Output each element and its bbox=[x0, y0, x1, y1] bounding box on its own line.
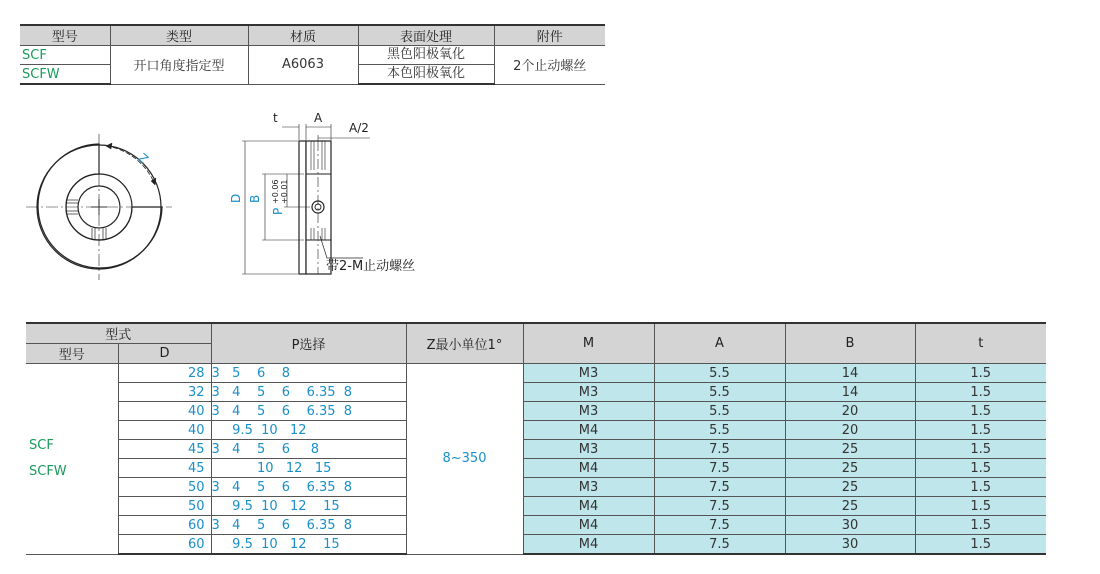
spec-finish-black: 黑色阳极氧化 bbox=[358, 46, 494, 65]
cell-a: 5.5 bbox=[654, 402, 785, 421]
label-d: D bbox=[229, 193, 243, 203]
cell-t: 1.5 bbox=[915, 516, 1046, 535]
cell-d: 50 bbox=[118, 497, 211, 516]
cell-m: M3 bbox=[523, 402, 654, 421]
spec-header-type: 类型 bbox=[110, 25, 248, 46]
spec-row-scf bbox=[20, 46, 605, 65]
table-row bbox=[26, 535, 1046, 555]
cell-d: 40 bbox=[118, 421, 211, 440]
dim-header-p: P选择 bbox=[211, 323, 406, 364]
cell-p: 9.5 10 12 15 bbox=[211, 497, 406, 516]
cell-t: 1.5 bbox=[915, 478, 1046, 497]
label-b: B bbox=[248, 194, 262, 203]
cell-t: 1.5 bbox=[915, 459, 1046, 478]
cell-m: M4 bbox=[523, 516, 654, 535]
cell-p: 3 4 5 6 6.35 8 bbox=[211, 402, 406, 421]
label-p: P bbox=[271, 207, 285, 215]
dim-header-z: Z最小单位1° bbox=[406, 323, 523, 364]
table-row bbox=[26, 478, 1046, 497]
table-row bbox=[26, 383, 1046, 402]
spec-header-finish: 表面处理 bbox=[358, 25, 494, 46]
cell-z-range: 8~350 bbox=[406, 364, 523, 555]
table-row bbox=[26, 497, 1046, 516]
dim-code-scf: SCF bbox=[29, 437, 54, 453]
spec-header-row bbox=[20, 25, 605, 46]
dim-header-model: 型式 bbox=[26, 323, 211, 344]
dim-header-d: D bbox=[118, 344, 211, 364]
dim-header-m: M bbox=[523, 323, 654, 364]
table-row bbox=[26, 364, 1046, 383]
cell-a: 5.5 bbox=[654, 421, 785, 440]
cell-a: 7.5 bbox=[654, 497, 785, 516]
cell-p: 3 4 5 6 6.35 8 bbox=[211, 383, 406, 402]
cell-b: 25 bbox=[785, 440, 915, 459]
cell-d: 28 bbox=[118, 364, 211, 383]
cell-t: 1.5 bbox=[915, 364, 1046, 383]
spec-accessory: 2个止动螺丝 bbox=[494, 46, 605, 85]
dim-header-code: 型号 bbox=[26, 344, 118, 364]
cell-p: 3 4 5 6 8 bbox=[211, 440, 406, 459]
spec-finish-natural: 本色阳极氧化 bbox=[358, 65, 494, 85]
dim-code-scfw: SCFW bbox=[29, 463, 67, 479]
spec-code-scfw: SCFW bbox=[20, 65, 110, 85]
table-row bbox=[26, 402, 1046, 421]
cell-d: 45 bbox=[118, 459, 211, 478]
cell-b: 25 bbox=[785, 497, 915, 516]
cell-a: 7.5 bbox=[654, 516, 785, 535]
cell-a: 5.5 bbox=[654, 364, 785, 383]
cell-m: M4 bbox=[523, 497, 654, 516]
label-a: A bbox=[314, 111, 323, 125]
table-row bbox=[26, 421, 1046, 440]
cell-b: 30 bbox=[785, 516, 915, 535]
cell-t: 1.5 bbox=[915, 440, 1046, 459]
cell-a: 7.5 bbox=[654, 478, 785, 497]
cell-p: 10 12 15 bbox=[211, 459, 406, 478]
label-z: Z bbox=[135, 150, 152, 167]
spec-code-scf: SCF bbox=[20, 46, 110, 65]
cell-b: 20 bbox=[785, 421, 915, 440]
spec-type: 开口角度指定型 bbox=[110, 46, 248, 85]
cell-d: 32 bbox=[118, 383, 211, 402]
cell-d: 60 bbox=[118, 516, 211, 535]
table-row bbox=[26, 440, 1046, 459]
cell-a: 5.5 bbox=[654, 383, 785, 402]
spec-header-material: 材质 bbox=[248, 25, 358, 46]
cell-b: 20 bbox=[785, 402, 915, 421]
cell-t: 1.5 bbox=[915, 497, 1046, 516]
spec-material: A6063 bbox=[248, 46, 358, 85]
cell-p: 3 4 5 6 6.35 8 bbox=[211, 478, 406, 497]
dim-header-t: t bbox=[915, 323, 1046, 364]
cell-d: 60 bbox=[118, 535, 211, 555]
cell-a: 7.5 bbox=[654, 535, 785, 555]
spec-header-code: 型号 bbox=[20, 25, 110, 46]
cell-t: 1.5 bbox=[915, 421, 1046, 440]
cell-b: 14 bbox=[785, 364, 915, 383]
cell-b: 25 bbox=[785, 478, 915, 497]
label-tol-upper: +0.06 bbox=[271, 179, 280, 204]
cell-p: 3 4 5 6 6.35 8 bbox=[211, 516, 406, 535]
spec-table bbox=[20, 24, 605, 85]
cell-p: 9.5 10 12 15 bbox=[211, 535, 406, 555]
cell-m: M3 bbox=[523, 383, 654, 402]
cell-b: 14 bbox=[785, 383, 915, 402]
label-a-half: A/2 bbox=[349, 121, 369, 135]
cell-m: M3 bbox=[523, 364, 654, 383]
cell-d: 45 bbox=[118, 440, 211, 459]
dim-header-a: A bbox=[654, 323, 785, 364]
cell-a: 7.5 bbox=[654, 440, 785, 459]
dim-header-row-1 bbox=[26, 323, 1046, 344]
screw-note: 带2-M止动螺丝 bbox=[326, 259, 416, 274]
cell-d: 40 bbox=[118, 402, 211, 421]
dimension-table bbox=[26, 322, 1046, 555]
dim-codes-cell bbox=[26, 364, 118, 555]
cell-d: 50 bbox=[118, 478, 211, 497]
cell-m: M4 bbox=[523, 459, 654, 478]
cell-p: 9.5 10 12 bbox=[211, 421, 406, 440]
cell-t: 1.5 bbox=[915, 535, 1046, 555]
cell-b: 30 bbox=[785, 535, 915, 555]
table-row bbox=[26, 459, 1046, 478]
cell-t: 1.5 bbox=[915, 383, 1046, 402]
table-row bbox=[26, 516, 1046, 535]
cell-m: M3 bbox=[523, 440, 654, 459]
cell-p: 3 5 6 8 bbox=[211, 364, 406, 383]
dim-header-b: B bbox=[785, 323, 915, 364]
cell-b: 25 bbox=[785, 459, 915, 478]
label-tol-lower: +0.01 bbox=[280, 179, 289, 204]
spec-header-accessory: 附件 bbox=[494, 25, 605, 46]
label-t: t bbox=[273, 111, 278, 125]
cell-m: M4 bbox=[523, 421, 654, 440]
cell-m: M3 bbox=[523, 478, 654, 497]
technical-drawing bbox=[0, 100, 480, 285]
cell-t: 1.5 bbox=[915, 402, 1046, 421]
cell-m: M4 bbox=[523, 535, 654, 555]
cell-a: 7.5 bbox=[654, 459, 785, 478]
